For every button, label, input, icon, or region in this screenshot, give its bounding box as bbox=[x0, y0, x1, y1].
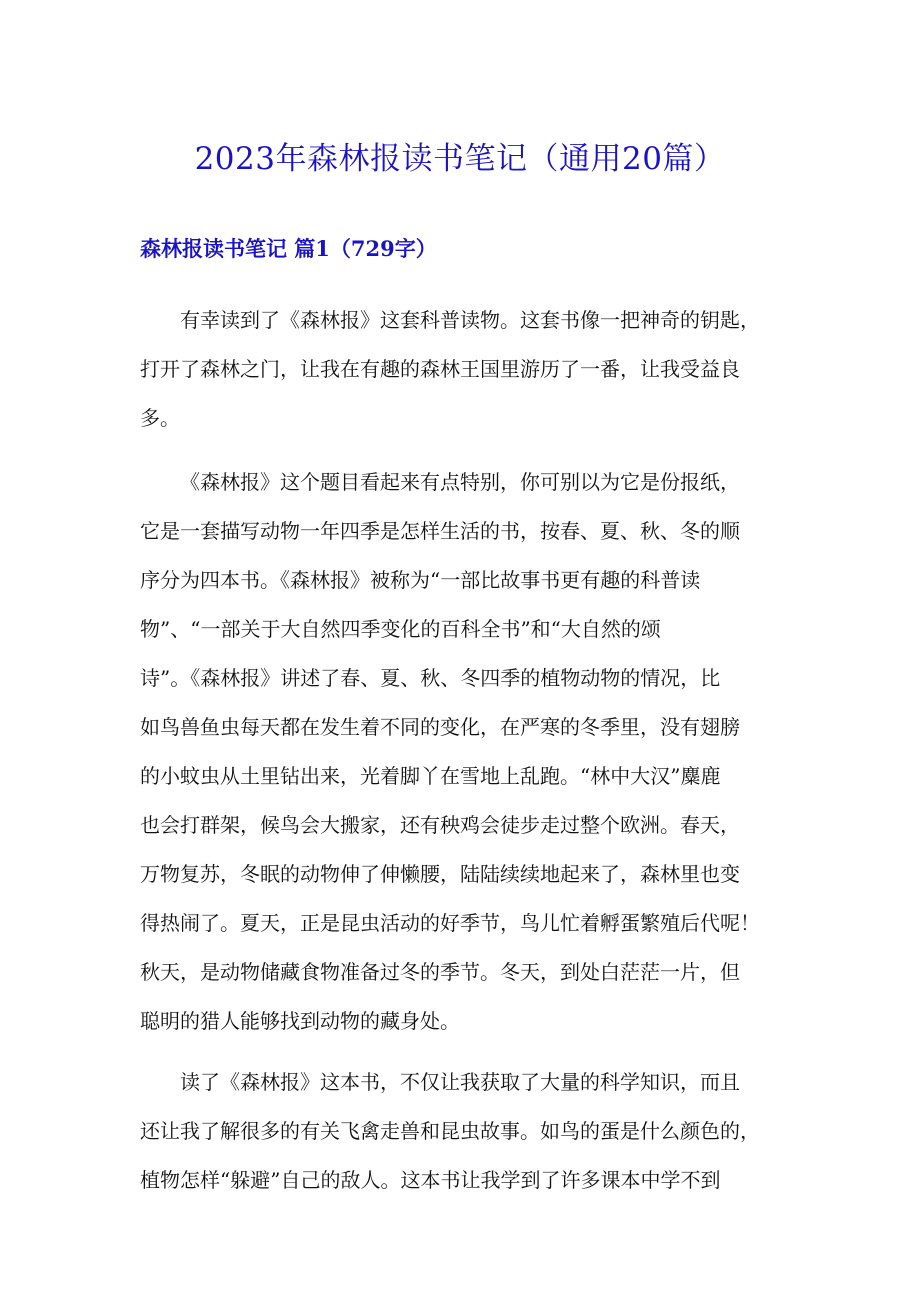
paragraph-line: 它是一套描写动物一年四季是怎样生活的书，按春、夏、秋、冬的顺 bbox=[140, 519, 740, 543]
paragraph-2 bbox=[140, 458, 780, 1046]
paragraph-1 bbox=[140, 296, 780, 443]
paragraph-line: 得热闹了。夏天，正是昆虫活动的好季节，鸟儿忙着孵蛋繁殖后代呢！ bbox=[140, 911, 760, 935]
paragraph-line: 还让我了解很多的有关飞禽走兽和昆虫故事。如鸟的蛋是什么颜色的， bbox=[140, 1119, 760, 1143]
paragraph-line: 秋天，是动物储藏食物准备过冬的季节。冬天，到处白茫茫一片，但 bbox=[140, 960, 740, 984]
paragraph-line: 植物怎样“躲避”自己的敌人。这本书让我学到了许多课本中学不到 bbox=[140, 1168, 721, 1192]
paragraph-line: 万物复苏，冬眠的动物伸了伸懒腰，陆陆续续地起来了，森林里也变 bbox=[140, 862, 740, 886]
paragraph-line: 打开了森林之门，让我在有趣的森林王国里游历了一番，让我受益良 bbox=[140, 357, 740, 381]
section-heading: 森林报读书笔记 篇1（729字） bbox=[140, 236, 437, 261]
paragraph-line: 的小蚊虫从土里钻出来，光着脚丫在雪地上乱跑。“林中大汉”麋鹿 bbox=[140, 764, 721, 788]
paragraph-line: 《森林报》这个题目看起来有点特别，你可别以为它是份报纸， bbox=[180, 470, 740, 494]
paragraph-line: 多。 bbox=[140, 406, 180, 430]
paragraph-line: 如鸟兽鱼虫每天都在发生着不同的变化，在严寒的冬季里，没有翅膀 bbox=[140, 715, 740, 739]
paragraph-line: 序分为四本书。《森林报》被称为“一部比故事书更有趣的科普读 bbox=[140, 568, 701, 592]
document-title: 2023年森林报读书笔记（通用20篇） bbox=[194, 141, 726, 177]
paragraph-line: 聪明的猎人能够找到动物的藏身处。 bbox=[140, 1009, 460, 1033]
paragraph-line: 物”、“一部关于大自然四季变化的百科全书”和“大自然的颂 bbox=[140, 617, 661, 641]
paragraph-line: 也会打群架，候鸟会大搬家，还有秧鸡会徒步走过整个欧洲。春天， bbox=[140, 813, 740, 837]
paragraph-line: 有幸读到了《森林报》这套科普读物。这套书像一把神奇的钥匙， bbox=[180, 308, 760, 332]
paragraph-3 bbox=[140, 1058, 780, 1205]
paragraph-line: 诗”。《森林报》讲述了春、夏、秋、冬四季的植物动物的情况，比 bbox=[140, 666, 721, 690]
paragraph-line: 读了《森林报》这本书，不仅让我获取了大量的科学知识，而且 bbox=[180, 1070, 740, 1094]
